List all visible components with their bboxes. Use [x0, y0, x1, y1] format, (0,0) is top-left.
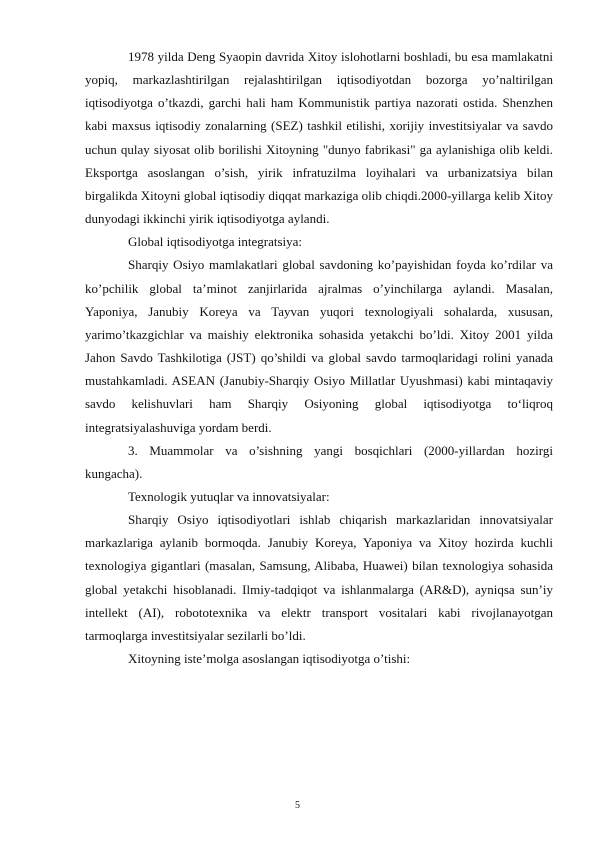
paragraph-innovation: Sharqiy Osiyo iqtisodiyotlari ishlab chiqarish markazlaridan innovatsiyalar markazlariga aylanib bormoqda. Janubiy Koreya, Yaponiya va Xitoy hozirda kuchli texnologiya gigantlari (masalan, Samsung, Alibaba, Huawei) bilan texnologiya sohasida global yetakchi hisoblanadi. Ilmiy-tadqiqot va ishlanmalarga (AR&D), ayniqsa sun’iy intellekt (AI), robototexnika va elektr transport vositalari kabi rivojlanayotgan tarmoqlarga investitsiyalar sezilarli bo’ldi.	[85, 512, 553, 643]
paragraph-reforms: 1978 yilda Deng Syaopin davrida Xitoy islohotlarni boshladi, bu esa mamlakatni yopiq, markazlashtirilgan rejalashtirilgan iqtisodiyotdan bozorga yo’naltirilgan iqtisodiyotga o’tkazdi, garchi hali ham Kommunistik partiya nazorati ostida. Shenzhen kabi maxsus iqtisodiy zonalarning (SEZ) tashkil etilishi, xorijiy investitsiyalar va savdo uchun qulay siyosat olib borilishi Xitoyning "dunyo fabrikasi" ga aylanishiga olib keldi. Eksportga asoslangan o’sish, yirik infratuzilma loyihalari va urbanizatsiya bilan birgalikda Xitoyni global iqtisodiy diqqat markaziga olib chiqdi.2000-yillarga kelib Xitoy dunyodagi ikkinchi yirik iqtisodiyotga aylandi.	[85, 49, 553, 227]
heading-global-integration: Global iqtisodiyotga integratsiya:	[128, 234, 303, 250]
paragraph-global-trade: Sharqiy Osiyo mamlakatlari global savdoning ko’payishidan foyda ko’rdilar va ko’pchilik global ta’minot zanjirlarida ajralmas o’yinchilarga aylandi. Masalan, Yaponiya, Janubiy Koreya va Tayvan yuqori texnologiyali sohalarda, xususan, yarimo’tkazgichlar va maishiy elektronika sohasida yetakchi bo’ldi. Xitoy 2001 yilda Jahon Savdo Tashkilotiga (JST) qo’shildi va global savdo tarmoqlaridagi rolini yanada mustahkamladi. ASEAN (Janubiy-Sharqiy Osiyo Millatlar Uyushmasi) kabi mintaqaviy savdo kelishuvlari ham Sharqiy Osiyoning global iqtisodiyotga to‘liqroq integratsiyalashuviga yordam berdi.	[85, 257, 553, 435]
page-body	[85, 45, 553, 670]
heading-consumption: Xitoyning iste’molga asoslangan iqtisodiyotga o’tishi:	[128, 651, 411, 667]
heading-technology: Texnologik yutuqlar va innovatsiyalar:	[128, 488, 330, 504]
page-number: 5	[295, 800, 300, 811]
section-heading-challenges: 3. Muammolar va o’sishning yangi bosqichlari (2000-yillardan hozirgi kungacha).	[85, 442, 553, 481]
